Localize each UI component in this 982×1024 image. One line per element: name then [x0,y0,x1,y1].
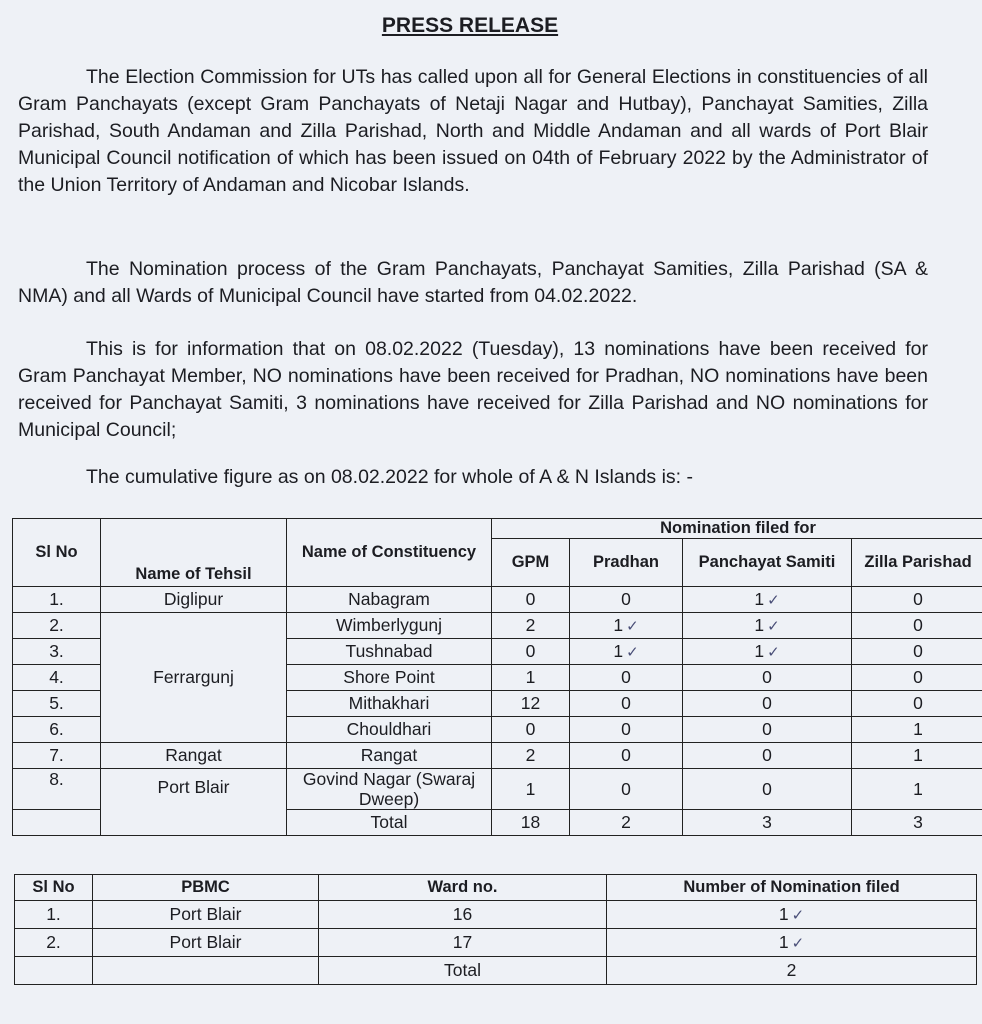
cell-pradhan: 0 [570,717,683,743]
header-ward: Ward no. [319,875,607,901]
header-constituency: Name of Constituency [287,519,492,587]
cell-zilla: 0 [852,639,982,665]
header-nomination-count: Number of Nomination filed [607,875,977,901]
table-row [13,769,982,810]
paragraph-1: The Election Commission for UTs has called upon all for General Elections in constituencies of all Gram Panchayats (except Gram Panchayats of Netaji Nagar and Hutbay), Panchayat Samities, Zilla Parishad, South Andaman and Zilla Parishad, North and Middle Andaman and all wards of Port Blair Municipal Council notification of which has been issued on 04th of February 2022 by the Administrator of the Union Territory of Andaman and Nicobar Islands. [18,66,928,196]
paragraph-3: This is for information that on 08.02.2022 (Tuesday), 13 nominations have been received for Gram Panchayat Member, NO nominations have been received for Pradhan, NO nominations have been received for Panchayat Samiti, 3 nominations have received for Zilla Parishad and NO nominations for Municipal Council; [18,338,928,441]
cell-pradhan: 0 [570,691,683,717]
cell-constituency: Shore Point [287,665,492,691]
table-row [15,901,977,929]
check-mark-icon: ✓ [626,644,639,661]
cell-sl: 7. [13,743,101,769]
cell-tehsil: Rangat [101,743,287,769]
cell-empty [93,957,319,985]
cell-empty [15,957,93,985]
table-row [15,929,977,957]
cell-gpm: 1 [492,769,570,810]
header-nomination-group: Nomination filed for [492,519,982,539]
cell-zilla: 1 [852,717,982,743]
cell-zilla: 1 [852,769,982,810]
cell-sl: 1. [13,587,101,613]
cell-constituency: Govind Nagar (Swaraj Dweep) [287,769,492,810]
total-label: Total [319,957,607,985]
cell-samiti: 0 [683,691,852,717]
cell-tehsil: Port Blair [101,769,287,836]
header-tehsil: Name of Tehsil [101,519,287,587]
total-label: Total [287,810,492,836]
cell-constituency: Wimberlygunj [287,613,492,639]
total-samiti: 3 [683,810,852,836]
check-mark-icon: ✓ [791,907,805,924]
cell-gpm: 0 [492,639,570,665]
cell-constituency: Chouldhari [287,717,492,743]
cell-tehsil: Diglipur [101,587,287,613]
check-mark-icon: ✓ [767,644,780,661]
total-row [15,957,977,985]
header-pradhan: Pradhan [570,539,683,587]
cell-samiti: 1 ✓ [683,613,852,639]
cell-gpm: 0 [492,717,570,743]
cell-ward: 17 [319,929,607,957]
cell-tehsil: Ferrargunj [101,613,287,743]
nominations-table [12,518,982,836]
table-row [13,743,982,769]
total-gpm: 18 [492,810,570,836]
cell-pradhan: 0 [570,743,683,769]
table-row [13,587,982,613]
cell-sl: 6. [13,717,101,743]
header-zilla: Zilla Parishad [852,539,982,587]
cell-zilla: 0 [852,665,982,691]
total-count: 2 [607,957,977,985]
header-sl-no: Sl No [15,875,93,901]
paragraph-4: The cumulative figure as on 08.02.2022 for whole of A & N Islands is: - [86,466,694,488]
cell-pradhan: 1 ✓ [570,639,683,665]
cell-samiti: 1 ✓ [683,639,852,665]
table-row [13,613,982,639]
cell-samiti: 1 ✓ [683,587,852,613]
cell-sl: 5. [13,691,101,717]
cell-samiti: 0 [683,769,852,810]
cell-sl: 4. [13,665,101,691]
cell-count: 1 ✓ [607,901,977,929]
cell-sl: 2. [13,613,101,639]
paragraph-2: The Nomination process of the Gram Panchayats, Panchayat Samities, Zilla Parishad (SA & NMA) and all Wards of Municipal Council have started from 04.02.2022. [18,258,928,307]
cell-count: 1 ✓ [607,929,977,957]
cell-pbmc: Port Blair [93,901,319,929]
cell-gpm: 12 [492,691,570,717]
cell-zilla: 1 [852,743,982,769]
cell-gpm: 2 [492,613,570,639]
header-samiti: Panchayat Samiti [683,539,852,587]
cell-sl: 1. [15,901,93,929]
cell-constituency: Nabagram [287,587,492,613]
cell-constituency: Rangat [287,743,492,769]
header-sl-no: Sl No [13,519,101,587]
cell-gpm: 0 [492,587,570,613]
cell-samiti: 0 [683,717,852,743]
header-pbmc: PBMC [93,875,319,901]
check-mark-icon: ✓ [767,592,780,609]
cell-pradhan: 0 [570,769,683,810]
cell-constituency: Mithakhari [287,691,492,717]
cell-pradhan: 1 ✓ [570,613,683,639]
cell-sl: 2. [15,929,93,957]
cell-pradhan: 0 [570,587,683,613]
check-mark-icon: ✓ [767,618,780,635]
cell-zilla: 0 [852,613,982,639]
cell-pradhan: 0 [570,665,683,691]
cell-sl: 3. [13,639,101,665]
cell-zilla: 0 [852,691,982,717]
cell-sl: 8. [13,769,101,810]
page-title: PRESS RELEASE [381,14,559,37]
cell-ward: 16 [319,901,607,929]
header-gpm: GPM [492,539,570,587]
total-pradhan: 2 [570,810,683,836]
cell-samiti: 0 [683,665,852,691]
total-zilla: 3 [852,810,982,836]
cell-gpm: 2 [492,743,570,769]
check-mark-icon: ✓ [791,935,805,952]
cell-gpm: 1 [492,665,570,691]
cell-empty [13,810,101,836]
pbmc-table [14,874,977,985]
cell-samiti: 0 [683,743,852,769]
cell-pbmc: Port Blair [93,929,319,957]
cell-constituency: Tushnabad [287,639,492,665]
cell-zilla: 0 [852,587,982,613]
check-mark-icon: ✓ [626,618,639,635]
